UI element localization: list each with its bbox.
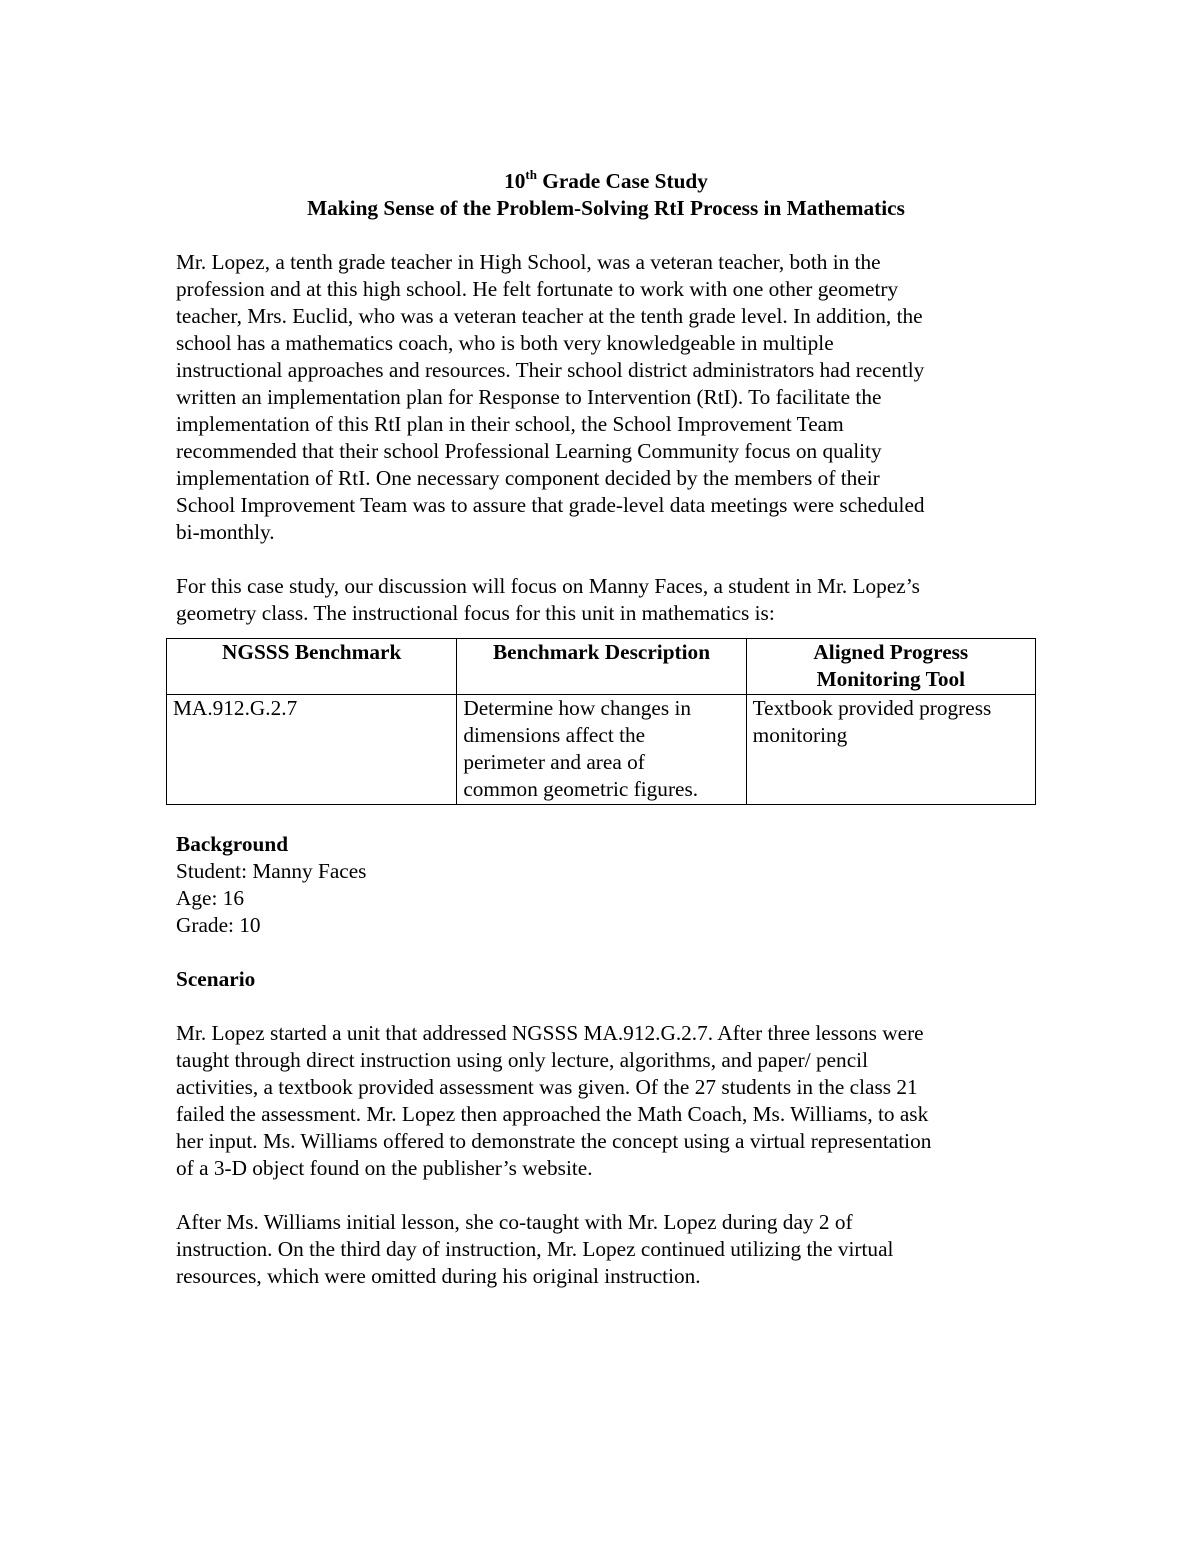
- table-header-row: [167, 639, 1036, 695]
- page-title: [176, 168, 1036, 195]
- background-age: Age: 16: [176, 886, 245, 910]
- header-benchmark-description: Benchmark Description: [457, 639, 746, 695]
- header-ngsss-benchmark: NGSSS Benchmark: [167, 639, 457, 695]
- intro-paragraph: Mr. Lopez, a tenth grade teacher in High School, was a veteran teacher, both in the profession and at this high school. He felt fortunate to work with one other geometry teacher, Mrs. Euclid, who was a veteran teacher at the tenth grade level. In addition, the school has a mathematics coach, who is both very knowledgeable in multiple instructional approaches and resources. Their school district administrators had recently written an implementation plan for Response to Intervention (RtI). To facilitate the implementation of this RtI plan in their school, the School Improvement Team recommended that their school Professional Learning Community focus on quality implementation of RtI. One necessary component decided by the members of their School Improvement Team was to assure that grade-level data meetings were scheduled bi-monthly.: [176, 250, 925, 544]
- background-heading: Background: [176, 832, 289, 856]
- benchmark-table: [166, 638, 1036, 805]
- title-rest: Grade Case Study: [536, 169, 708, 193]
- page-subtitle: Making Sense of the Problem-Solving RtI Process in Mathematics: [307, 196, 905, 220]
- scenario-paragraph-2: After Ms. Williams initial lesson, she co-taught with Mr. Lopez during day 2 of instruction. On the third day of instruction, Mr. Lopez continued utilizing the virtual resources, which were omitted during his original instruction.: [176, 1210, 894, 1288]
- cell-tool: Textbook provided progress monitoring: [746, 695, 1035, 805]
- background-student: Student: Manny Faces: [176, 859, 367, 883]
- table-row: [167, 695, 1036, 805]
- header-progress-monitoring-tool: Aligned Progress Monitoring Tool: [746, 639, 1035, 695]
- scenario-heading: Scenario: [176, 967, 256, 991]
- focus-paragraph: For this case study, our discussion will focus on Manny Faces, a student in Mr. Lopez’s geometry class. The instructional focus for this unit in mathematics is:: [176, 574, 920, 625]
- background-grade: Grade: 10: [176, 913, 261, 937]
- spacer: [176, 939, 1036, 966]
- scenario-paragraph-1: Mr. Lopez started a unit that addressed NGSSS MA.912.G.2.7. After three lessons were taught through direct instruction using only lecture, algorithms, and paper/ pencil activities, a textbook provided assessment was given. Of the 27 students in the class 21 failed the assessment. Mr. Lopez then approached the Math Coach, Ms. Williams, to ask her input. Ms. Williams offered to demonstrate the concept using a virtual representation of a 3-D object found on the publisher’s website.: [176, 1021, 932, 1180]
- spacer: [176, 993, 1036, 1020]
- title-grade-number: 10: [504, 169, 526, 193]
- cell-benchmark: MA.912.G.2.7: [167, 695, 457, 805]
- title-grade-suffix: th: [525, 166, 537, 182]
- cell-description: Determine how changes in dimensions affect the perimeter and area of common geometric figures.: [457, 695, 746, 805]
- document-page: [173, 166, 1036, 1317]
